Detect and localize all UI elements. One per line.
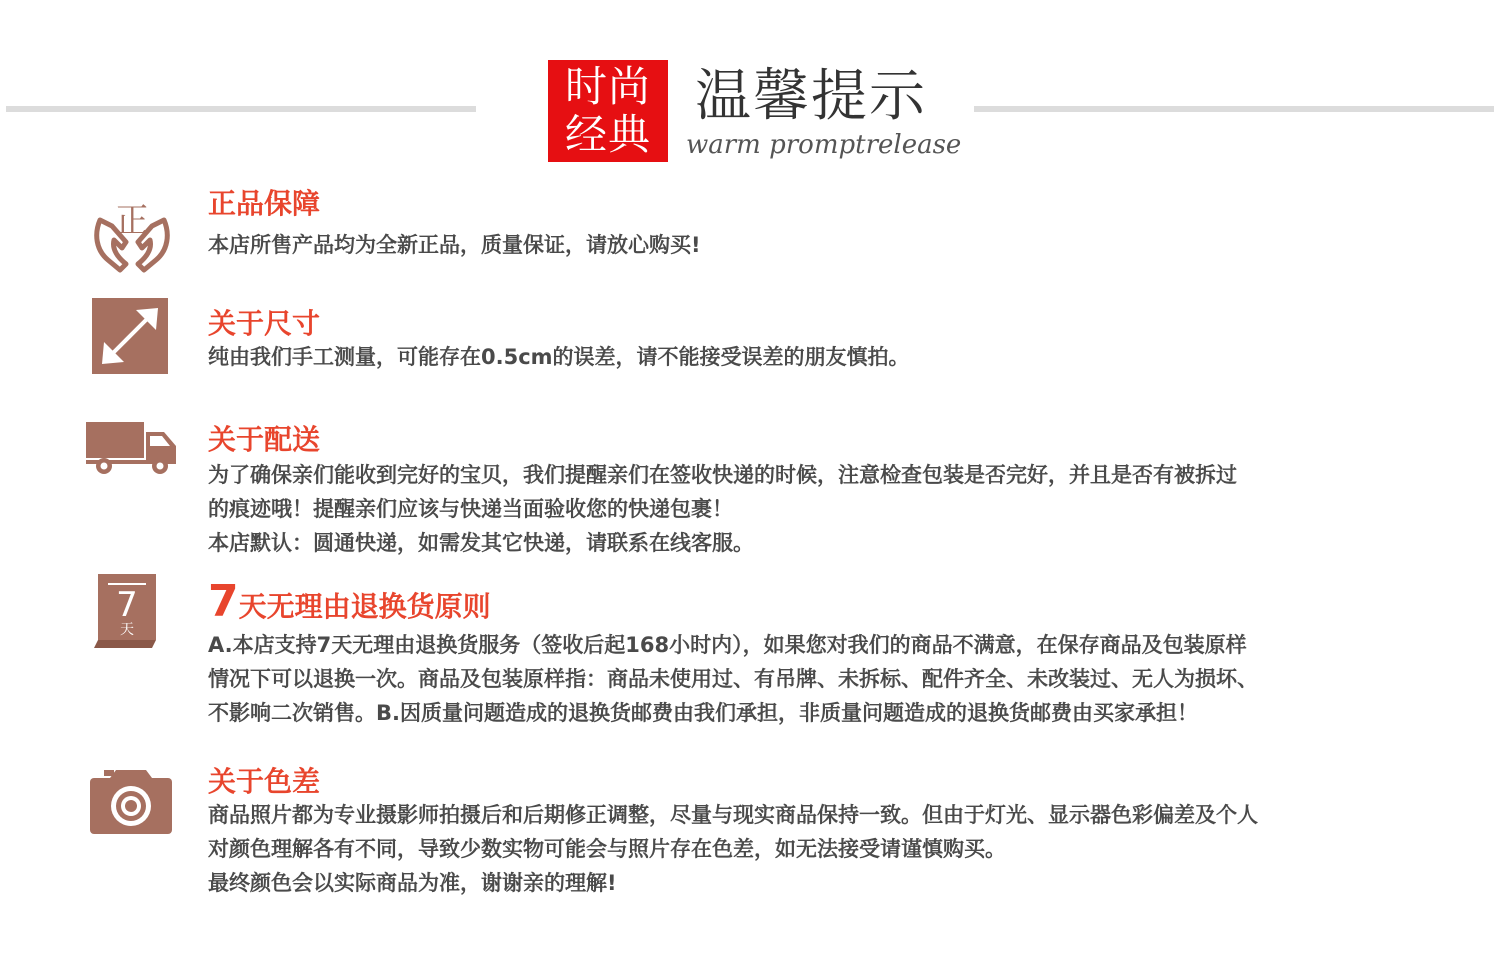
section-text-line: 为了确保亲们能收到完好的宝贝，我们提醒亲们在签收快递的时候，注意检查包装是否完好，并且是否有被拆过 <box>208 463 1237 487</box>
header-rule-left <box>6 106 476 112</box>
section-text-line: 最终颜色会以实际商品为准，谢谢亲的理解! <box>208 871 617 895</box>
svg-text:正: 正 <box>115 201 149 241</box>
calendar-number: 7 <box>116 585 138 625</box>
header-badge <box>548 60 668 162</box>
truck-icon <box>86 420 178 476</box>
section-text-line: 纯由我们手工测量，可能存在0.5cm的误差，请不能接受误差的朋友慎拍。 <box>208 345 910 369</box>
section-body <box>208 228 1428 262</box>
section-text-line: 商品照片都为专业摄影师拍摄后和后期修正调整，尽量与现实商品保持一致。但由于灯光、显示器色彩偏差及个人 <box>208 803 1258 827</box>
section-text-line: 不影响二次销售。B.因质量问题造成的退换货邮费由我们承担，非质量问题造成的退换货邮费由买家承担！ <box>208 701 1198 725</box>
header-rule-right <box>974 106 1494 112</box>
calendar-day-label: 天 <box>120 622 134 638</box>
resize-arrow-icon <box>92 298 168 374</box>
badge-line-1: 时尚 <box>564 62 651 111</box>
section-text-line: 本店所售产品均为全新正品，质量保证，请放心购买! <box>208 233 701 257</box>
seven-day-calendar-icon <box>92 570 162 650</box>
section-text-line: 的痕迹哦！提醒亲们应该与快递当面验收您的快递包裹！ <box>208 497 733 521</box>
section-heading <box>208 576 491 627</box>
section-text-line: 情况下可以退换一次。商品及包装原样指：商品未使用过、有吊牌、未拆标、配件齐全、未改装过、无人为损坏、 <box>208 667 1258 691</box>
section-heading: 正品保障 <box>208 187 321 220</box>
section-text-line: 对颜色理解各有不同，导致少数实物可能会与照片存在色差，如无法接受请谨慎购买。 <box>208 837 1006 861</box>
badge-line-2: 经典 <box>564 110 651 159</box>
heading-number: 7 <box>208 576 239 627</box>
section-heading: 关于尺寸 <box>208 307 321 340</box>
page-title: 温馨提示 <box>695 64 927 129</box>
hands-zheng-icon <box>86 190 178 274</box>
heading-text: 天无理由退换货原则 <box>238 590 491 623</box>
section-body <box>208 340 1428 374</box>
section-body <box>208 628 1428 730</box>
section-body <box>208 798 1428 900</box>
section-body <box>208 458 1428 560</box>
camera-icon <box>90 768 172 834</box>
page-subtitle: warm promptrelease <box>686 130 962 160</box>
section-text-line: 本店默认：圆通快递，如需发其它快递，请联系在线客服。 <box>208 531 754 555</box>
section-heading: 关于色差 <box>208 765 321 798</box>
section-heading: 关于配送 <box>208 423 321 456</box>
section-text-line: A.本店支持7天无理由退换货服务（签收后起168小时内），如果您对我们的商品不满意，在保存商品及包装原样 <box>208 633 1247 657</box>
